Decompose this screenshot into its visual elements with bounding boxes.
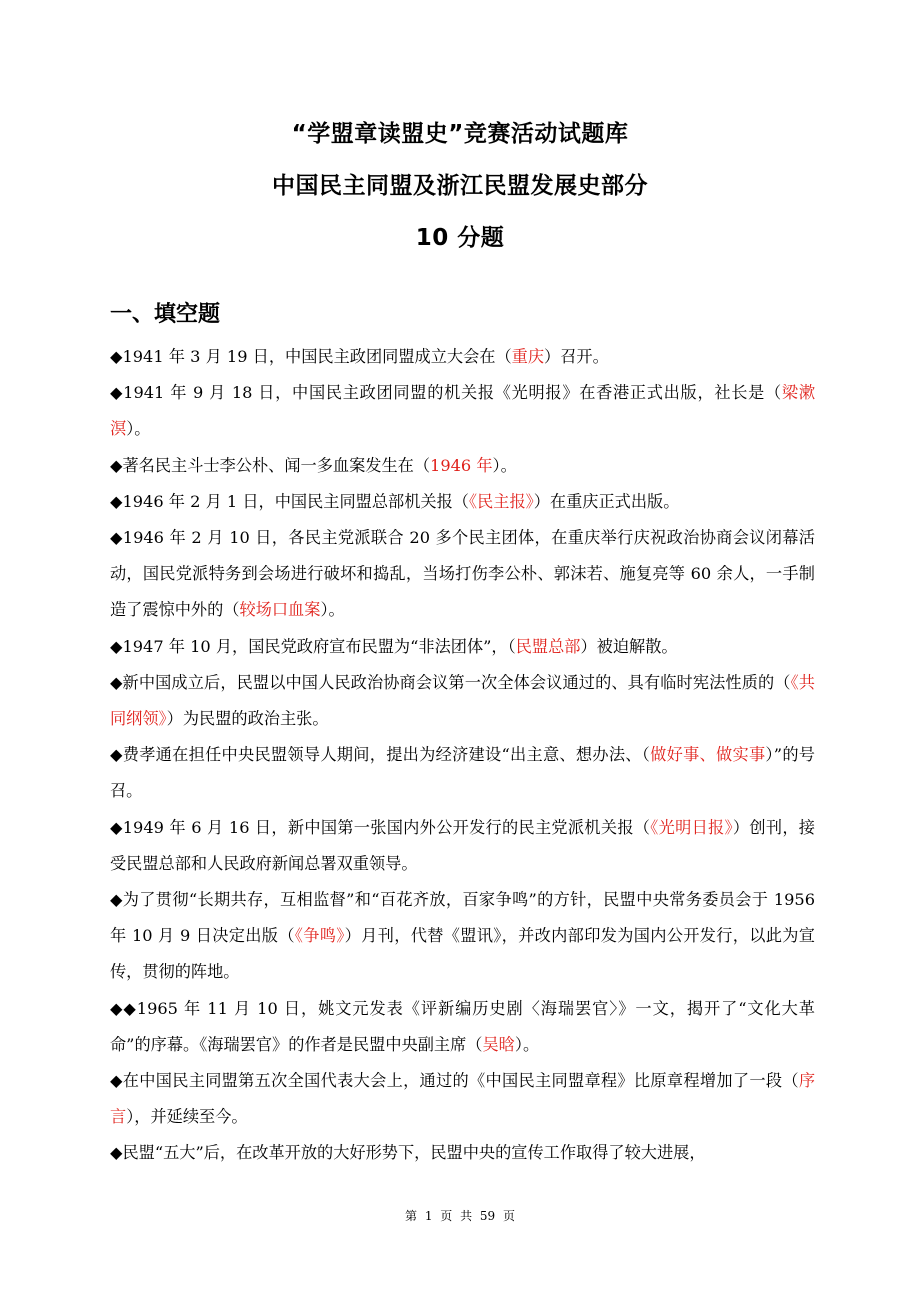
section-heading: 一、填空题 <box>110 302 221 327</box>
question-item <box>110 520 815 629</box>
question-text-end: ）”的号召。 <box>110 745 815 801</box>
question-category: 10 分题 <box>415 225 505 251</box>
answer-text: 民盟总部 <box>515 636 581 656</box>
question-text-end: ）被迫解散。 <box>580 636 678 656</box>
question-text-end: ）创刊，接受民盟总部和人民政府新闻总署双重领导。 <box>110 817 815 873</box>
question-text-end: ）在重庆正式出版。 <box>533 491 680 511</box>
answer-text: 《民主报》 <box>468 491 534 511</box>
question-item <box>110 882 815 991</box>
question-item <box>110 629 815 665</box>
answer-text: 1946 年 <box>430 455 493 475</box>
answer-text: 序言 <box>110 1071 815 1127</box>
question-text-end: ）。 <box>492 455 517 475</box>
question-text: ◆1947 年 10 月，国民党政府宣布民盟为“非法团体”，（ <box>110 636 516 656</box>
question-text-end: ）。 <box>126 419 151 439</box>
answer-text: 较场口血案 <box>239 600 321 620</box>
question-item <box>110 665 815 737</box>
answer-text: 《光明日报》 <box>650 817 733 837</box>
question-text: ◆1941 年 9 月 18 日，中国民主政团同盟的机关报《光明报》在香港正式出版，社长是（ <box>110 383 782 403</box>
question-text-end: ），并延续至今。 <box>126 1107 248 1127</box>
answer-text: 《争鸣》 <box>294 926 345 946</box>
question-item <box>110 737 815 809</box>
question-item <box>110 375 815 447</box>
question-item <box>110 448 815 484</box>
answer-text: 梁漱溟 <box>110 383 816 439</box>
question-text-end: ）为民盟的政治主张。 <box>166 709 329 729</box>
question-text: ◆民盟“五大”后，在改革开放的大好形势下，民盟中央的宣传工作取得了较大进展， <box>110 1143 706 1163</box>
answer-text: 做好事、做实事 <box>650 745 766 765</box>
question-text: ◆1941 年 3 月 19 日，中国民主政团同盟成立大会在（ <box>110 347 512 366</box>
question-text-end: ）月刊，代替《盟讯》，并改内部印发为国内公开发行，以此为宣传，贯彻的阵地。 <box>110 926 815 982</box>
document-title: “学盟章读盟史”竞赛活动试题库 <box>291 121 629 147</box>
answer-text: 吴晗 <box>482 1034 515 1054</box>
question-item <box>110 810 815 882</box>
question-text-end: ）召开。 <box>544 347 609 366</box>
answer-text: 重庆 <box>511 347 545 366</box>
document-subtitle: 中国民主同盟及浙江民盟发展史部分 <box>272 173 648 199</box>
question-text: ◆◆1965 年 11 月 10 日，姚文元发表《评新编历史剧〈海瑞罢官〉》一文，揭开了“文化大革命”的序幕。《海瑞罢官》的作者是民盟中央副主席（ <box>110 998 815 1054</box>
question-item <box>110 339 815 375</box>
question-text: ◆1949 年 6 月 16 日，新中国第一张国内外公开发行的民主党派机关报（ <box>110 817 651 837</box>
question-item <box>110 991 815 1063</box>
question-text-end: ）。 <box>320 600 345 620</box>
question-text-end: ）。 <box>514 1034 540 1054</box>
question-item <box>110 1063 815 1135</box>
title-block <box>0 108 920 264</box>
question-text: ◆新中国成立后，民盟以中国人民政治协商会议第一次全体会议通过的、具有临时宪法性质的（ <box>110 672 791 692</box>
question-item <box>110 484 815 520</box>
question-list <box>110 339 815 1172</box>
answer-text: 《共同纲领》 <box>110 672 815 729</box>
question-text: ◆费孝通在担任中央民盟领导人期间，提出为经济建设“出主意、想办法、（ <box>110 745 651 765</box>
question-text: ◆为了贯彻“长期共存，互相监督”和“百花齐放，百家争鸣”的方针，民盟中央常务委员会于 1956 年 10 月 9 日决定出版（ <box>110 890 815 946</box>
question-item <box>110 1135 815 1171</box>
question-text: ◆著名民主斗士李公朴、闻一多血案发生在（ <box>110 455 431 475</box>
page-footer: 第 1 页 共 59 页 <box>405 1209 515 1223</box>
question-text: ◆1946 年 2 月 10 日，各民主党派联合 20 多个民主团体，在重庆举行庆祝政治协商会议闭幕活动，国民党派特务到会场进行破坏和捣乱，当场打伤李公朴、郭沫若、施复亮等 60 余人，一手制造了震惊中外的（ <box>110 528 815 620</box>
question-text: ◆在中国民主同盟第五次全国代表大会上，通过的《中国民主同盟章程》比原章程增加了一段（ <box>110 1071 799 1091</box>
question-text: ◆1946 年 2 月 1 日，中国民主同盟总部机关报（ <box>110 491 469 511</box>
